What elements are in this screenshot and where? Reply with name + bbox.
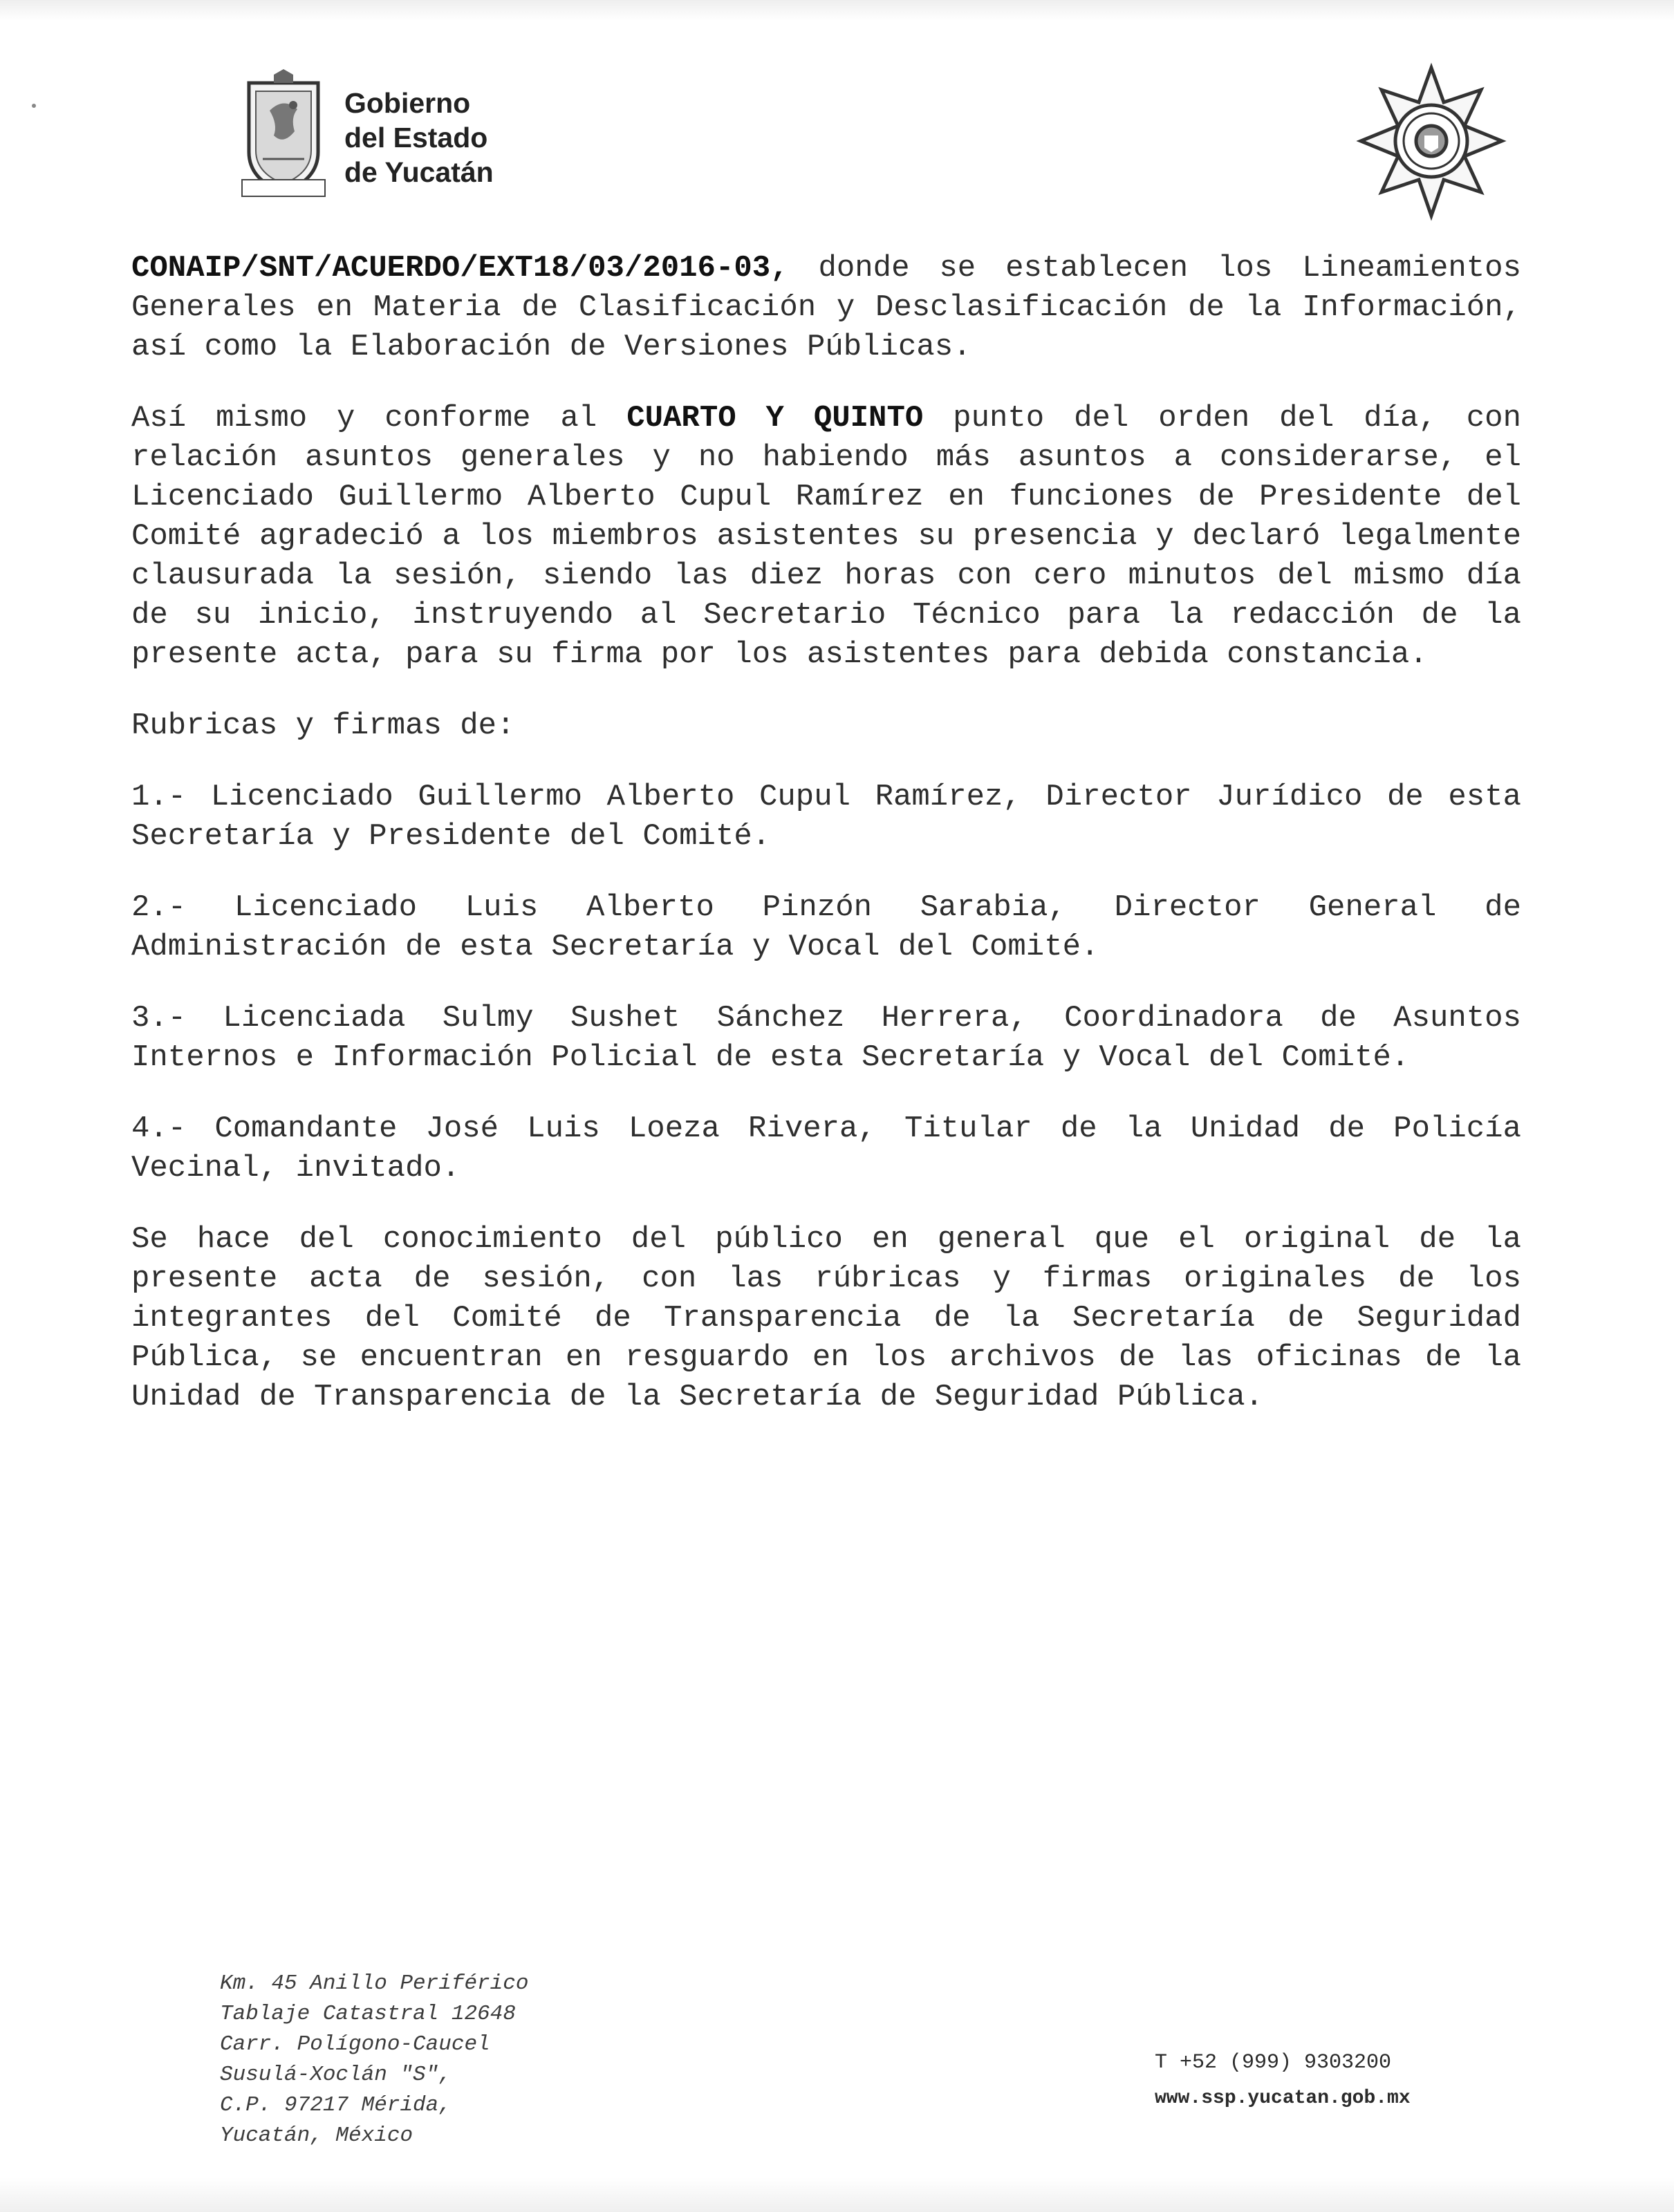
government-logo-text xyxy=(344,86,552,189)
yucatan-coat-of-arms-icon xyxy=(235,69,332,200)
paragraph-signatures-heading: Rubricas y firmas de: xyxy=(131,709,515,743)
agreement-text: donde se establecen los Lineamientos Generales en Materia de Clasificación y Desclasificación de la Información, así como la Elaboración de Versiones Públicas. xyxy=(131,251,1521,364)
agreement-code: CONAIP/SNT/ACUERDO/EXT18/03/2016-03, xyxy=(131,251,789,285)
footer-contact xyxy=(1155,2045,1570,2117)
scan-speck xyxy=(32,104,36,108)
signer-2: 2.- Licenciado Luis Alberto Pinzón Sarabia, Director General de Administración de esta Secretaría y Vocal del Comité. xyxy=(131,890,1521,964)
government-logo xyxy=(235,69,553,200)
footer-address xyxy=(220,1969,649,2151)
closing-text-start: Así mismo y conforme al xyxy=(131,401,627,435)
logo-line-3: de Yucatán xyxy=(344,156,494,188)
address-line-5: C.P. 97217 Mérida, xyxy=(220,2093,452,2117)
police-star-badge-icon xyxy=(1348,62,1514,221)
paragraph-closing xyxy=(131,399,1521,675)
signer-3: 3.- Licenciada Sulmy Sushet Sánchez Herrera, Coordinadora de Asuntos Internos e Información Policial de esta Secretaría y Vocal del Comité. xyxy=(131,1001,1521,1075)
agenda-points: CUARTO Y QUINTO xyxy=(626,401,924,435)
paragraph-public-notice: Se hace del conocimiento del público en general que el original de la presente acta de sesión, con las rúbricas y firmas originales de los integrantes del Comité de Transparencia de la Secretaría de Seguridad Pública, se encuentran en resguardo en los archivos de las oficinas de la Unidad de Transparencia de la Secretaría de Seguridad Pública. xyxy=(131,1222,1521,1414)
scan-top-edge xyxy=(0,0,1674,21)
scan-bottom-edge xyxy=(0,2177,1674,2212)
website-link[interactable]: www.ssp.yucatan.gob.mx xyxy=(1155,2088,1411,2109)
address-line-3: Carr. Polígono-Caucel xyxy=(220,2032,490,2056)
document-body xyxy=(131,249,1521,1449)
address-line-4: Susulá-Xoclán "S", xyxy=(220,2063,452,2087)
paragraph-agreement xyxy=(131,249,1521,367)
signer-1: 1.- Licenciado Guillermo Alberto Cupul Ramírez, Director Jurídico de esta Secretaría y Presidente del Comité. xyxy=(131,780,1521,854)
address-line-1: Km. 45 Anillo Periférico xyxy=(220,1971,529,1996)
closing-text-rest: punto del orden del día, con relación asuntos generales y no habiendo más asuntos a considerarse, el Licenciado Guillermo Alberto Cupul Ramírez en funciones de Presidente del Comité agradeció a los miembros asistentes su presencia y declaró legalmente clausurada la sesión, siendo las diez horas con cero minutos del mismo día de su inicio, instruyendo al Secretario Técnico para la redacción de la presente acta, para su firma por los asistentes para debida constancia. xyxy=(131,401,1521,672)
phone-number: T +52 (999) 9303200 xyxy=(1155,2051,1392,2074)
address-line-6: Yucatán, México xyxy=(220,2124,413,2148)
logo-line-2: del Estado xyxy=(344,122,488,153)
logo-line-1: Gobierno xyxy=(344,87,471,119)
signer-4: 4.- Comandante José Luis Loeza Rivera, Titular de la Unidad de Policía Vecinal, invitado. xyxy=(131,1112,1521,1185)
address-line-2: Tablaje Catastral 12648 xyxy=(220,2002,516,2026)
